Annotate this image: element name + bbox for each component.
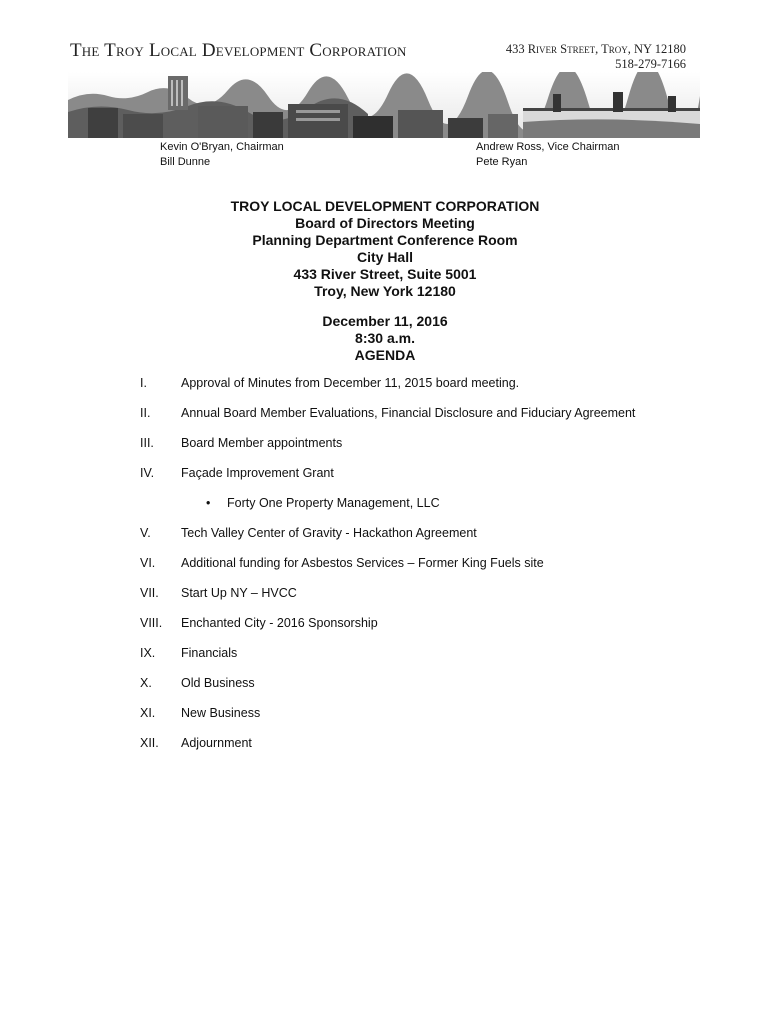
officer-member: Pete Ryan xyxy=(476,156,528,168)
agenda-item xyxy=(140,466,700,496)
meeting-date-block xyxy=(0,313,770,364)
agenda-item-text: Enchanted City - 2016 Sponsorship xyxy=(181,616,378,630)
agenda-item-text: Additional funding for Asbestos Services – Former King Fuels site xyxy=(181,556,544,570)
agenda-item-text: New Business xyxy=(181,706,261,720)
agenda-item-number: III. xyxy=(140,436,154,450)
agenda-item-text: Financials xyxy=(181,646,238,660)
agenda-label: AGENDA xyxy=(354,347,416,363)
agenda-item-text: Start Up NY – HVCC xyxy=(181,586,297,600)
officers-right xyxy=(476,140,619,170)
agenda-item-number: VI. xyxy=(140,556,156,570)
address-line-2: 518-279-7166 xyxy=(615,57,686,71)
agenda-item xyxy=(140,616,700,646)
meeting-time: 8:30 a.m. xyxy=(355,330,415,346)
agenda-item-number: II. xyxy=(140,406,151,420)
agenda-item-number: XI. xyxy=(140,706,156,720)
meeting-title: Board of Directors Meeting xyxy=(295,215,475,231)
agenda-item xyxy=(140,646,700,676)
agenda-sub-item-text: Forty One Property Management, LLC xyxy=(227,496,440,510)
letterhead-address xyxy=(506,42,686,72)
agenda-item-text: Old Business xyxy=(181,676,255,690)
agenda-item-text: Tech Valley Center of Gravity - Hackathon Agreement xyxy=(181,526,477,540)
agenda-item xyxy=(140,406,700,436)
agenda-item xyxy=(140,706,700,736)
agenda-item-text: Façade Improvement Grant xyxy=(181,466,334,480)
officers-left xyxy=(160,140,284,170)
officer-vice-chairman: Andrew Ross, Vice Chairman xyxy=(476,141,620,153)
agenda-item-number: V. xyxy=(140,526,151,540)
agenda-item-text: Board Member appointments xyxy=(181,436,343,450)
city-skyline-banner xyxy=(68,72,700,138)
officer-chairman: Kevin O'Bryan, Chairman xyxy=(160,141,284,153)
meeting-date: December 11, 2016 xyxy=(322,313,448,329)
agenda-item-number: IX. xyxy=(140,646,156,660)
agenda-item xyxy=(140,736,700,766)
agenda-item xyxy=(140,676,700,706)
agenda-item xyxy=(140,586,700,616)
agenda-item-number: VIII. xyxy=(140,616,163,630)
meeting-building: City Hall xyxy=(356,249,413,265)
agenda-item xyxy=(140,376,700,406)
agenda-item-number: IV. xyxy=(140,466,155,480)
agenda-item-text: Adjournment xyxy=(181,736,252,750)
agenda-item xyxy=(140,526,700,556)
agenda-item-text: Annual Board Member Evaluations, Financial Disclosure and Fiduciary Agreement xyxy=(181,406,636,420)
officer-member: Bill Dunne xyxy=(160,156,211,168)
agenda-list xyxy=(140,376,700,766)
address-line-1: 433 River Street, Troy, NY 12180 xyxy=(505,42,686,56)
agenda-item xyxy=(140,556,700,586)
agenda-item-number: X. xyxy=(140,676,152,690)
agenda-item-number: XII. xyxy=(140,736,159,750)
agenda-sub-item xyxy=(140,496,700,526)
agenda-item-number: I. xyxy=(140,376,147,390)
agenda-item-text: Approval of Minutes from December 11, 2015 board meeting. xyxy=(181,376,520,390)
meeting-org: TROY LOCAL DEVELOPMENT CORPORATION xyxy=(230,198,540,214)
meeting-heading xyxy=(0,198,770,300)
bullet-icon: • xyxy=(206,496,211,510)
meeting-city: Troy, New York 12180 xyxy=(314,283,456,299)
meeting-street: 433 River Street, Suite 5001 xyxy=(293,266,477,282)
meeting-room: Planning Department Conference Room xyxy=(252,232,518,248)
letterhead-org-name: The Troy Local Development Corporation xyxy=(70,40,407,61)
agenda-item-number: VII. xyxy=(140,586,159,600)
agenda-item xyxy=(140,436,700,466)
